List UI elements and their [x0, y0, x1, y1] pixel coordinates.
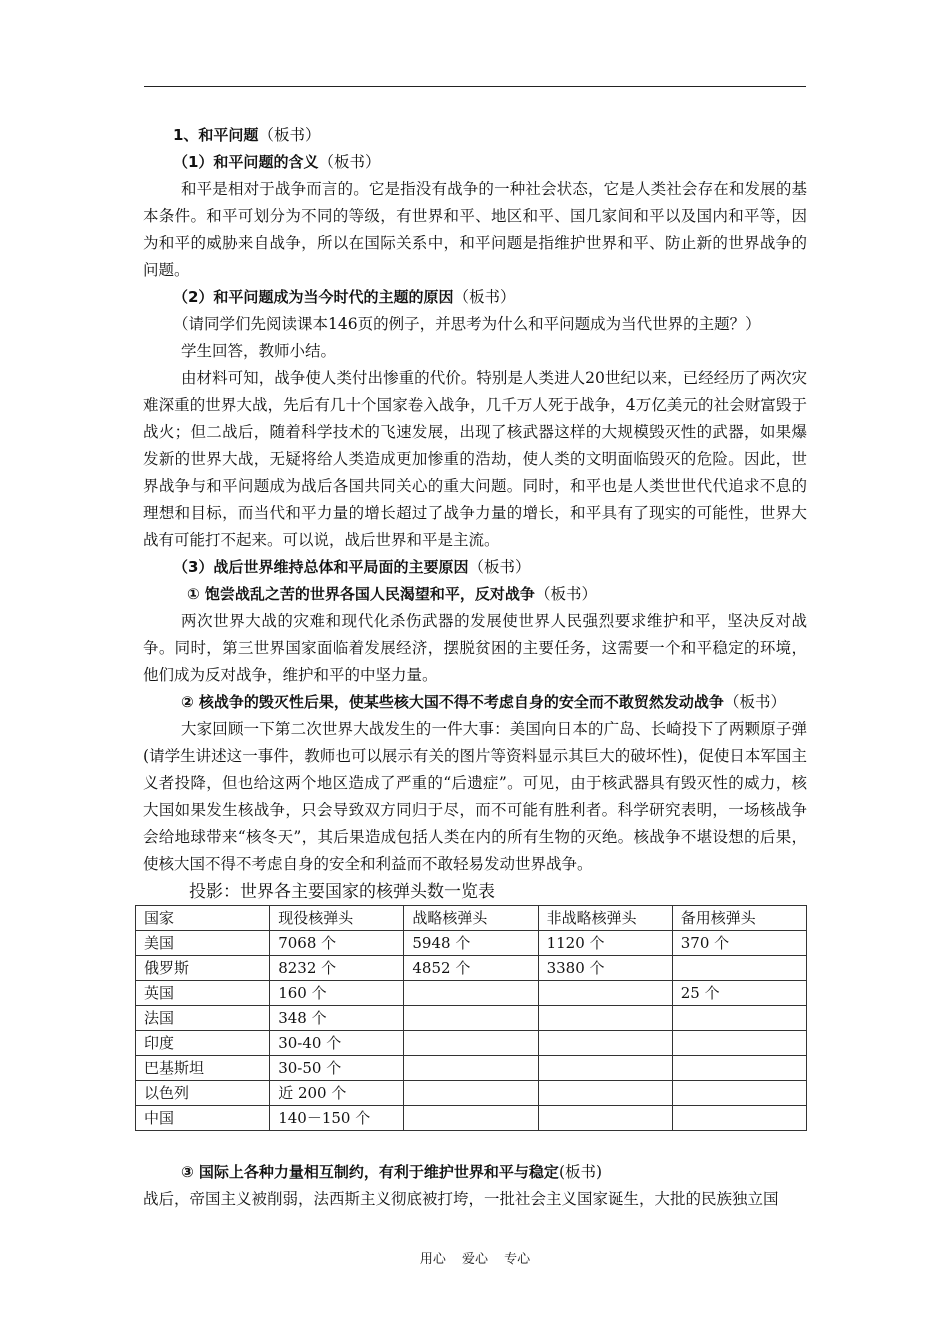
- table-row: [136, 1056, 807, 1081]
- table-cell: [672, 1106, 806, 1131]
- table-cell: [672, 956, 806, 981]
- subheading-2: （2）和平问题成为当今时代的主题的原因（板书）: [173, 288, 516, 306]
- table-cell: 英国: [136, 981, 270, 1006]
- table-cell: 以色列: [136, 1081, 270, 1106]
- table-cell: 25 个: [672, 981, 806, 1006]
- table-cell: 8232 个: [270, 956, 404, 981]
- table-cell: [404, 1006, 538, 1031]
- section-heading: 1、和平问题（板书）: [173, 126, 321, 144]
- table-cell: 法国: [136, 1006, 270, 1031]
- table-row: [136, 956, 807, 981]
- table-cell: [538, 1056, 672, 1081]
- subheading-3: （3）战后世界维持总体和平局面的主要原因（板书）: [173, 558, 531, 576]
- table-cell: 近 200 个: [270, 1081, 404, 1106]
- page-footer: 用心 爱心 专心: [419, 1252, 531, 1267]
- table-row: [136, 1081, 807, 1106]
- table-header-cell: 现役核弹头: [270, 906, 404, 931]
- header-rule: [144, 86, 806, 87]
- table-row: [136, 1031, 807, 1056]
- table-header-cell: 国家: [136, 906, 270, 931]
- table-cell: [538, 1006, 672, 1031]
- table-cell: [404, 1106, 538, 1131]
- table-cell: 印度: [136, 1031, 270, 1056]
- point-3-body: 战后，帝国主义被削弱，法西斯主义彻底被打垮，一批社会主义国家诞生，大批的民族独立国: [143, 1190, 779, 1208]
- table-cell: [404, 1031, 538, 1056]
- table-cell: 巴基斯坦: [136, 1056, 270, 1081]
- table-cell: [404, 1056, 538, 1081]
- table-cell: [538, 1106, 672, 1131]
- table-cell: 30-40 个: [270, 1031, 404, 1056]
- table-cell: 4852 个: [404, 956, 538, 981]
- point-3-heading: ③ 国际上各种力量相互制约，有利于维护世界和平与稳定(板书): [181, 1163, 603, 1181]
- point-2-body: 大家回顾一下第二次世界大战发生的一件大事：美国向日本的广岛、长崎投下了两颗原子弹(请学生讲述这一事件，教师也可以展示有关的图片等资料显示其巨大的破坏性)，促使日本军国主义者投降，但也给这两个地区造成了严重的“后遗症”。可见，由于核武器具有毁灭性的威力，核大国如果发生核战争，只会导致双方同归于尽，而不可能有胜利者。科学研究表明，一场核战争会给地球带来“核冬天”，其后果造成包括人类在内的所有生物的灭绝。核战争不堪设想的后果，使核大国不得不考虑自身的安全和利益而不敢轻易发动世界战争。: [143, 720, 807, 873]
- table-cell: [538, 1081, 672, 1106]
- warhead-table: [135, 905, 807, 1131]
- table-cell: 140－150 个: [270, 1106, 404, 1131]
- table-header-row: [136, 906, 807, 931]
- table-cell: [538, 981, 672, 1006]
- table-cell: [672, 1081, 806, 1106]
- table-row: [136, 981, 807, 1006]
- table-cell: 30-50 个: [270, 1056, 404, 1081]
- table-caption: 投影：世界各主要国家的核弹头数一览表: [189, 882, 495, 902]
- table-cell: 370 个: [672, 931, 806, 956]
- table-header-cell: 非战略核弹头: [538, 906, 672, 931]
- table-cell: [672, 1056, 806, 1081]
- table-cell: 1120 个: [538, 931, 672, 956]
- table-header-cell: 战略核弹头: [404, 906, 538, 931]
- table-cell: 160 个: [270, 981, 404, 1006]
- table-cell: 美国: [136, 931, 270, 956]
- table-cell: [672, 1006, 806, 1031]
- spacer: [143, 1131, 807, 1159]
- table-row: [136, 931, 807, 956]
- student-answer-note: 学生回答，教师小结。: [181, 342, 337, 360]
- paragraph-definition: 和平是相对于战争而言的。它是指没有战争的一种社会状态，它是人类社会存在和发展的基本条件。和平可划分为不同的等级，有世界和平、地区和平、国几家间和平以及国内和平等，因为和平的威胁来自战争，所以在国际关系中，和平问题是指维护世界和平、防止新的世界战争的问题。: [143, 180, 807, 279]
- table-cell: [672, 1031, 806, 1056]
- table-cell: 3380 个: [538, 956, 672, 981]
- table-cell: [404, 1081, 538, 1106]
- table-header-cell: 备用核弹头: [672, 906, 806, 931]
- point-1-body: 两次世界大战的灾难和现代化杀伤武器的发展使世界人民强烈要求维护和平，坚决反对战争。同时，第三世界国家面临着发展经济，摆脱贫困的主要任务，这需要一个和平稳定的环境，他们成为反对战争，维护和平的中坚力量。: [143, 612, 807, 684]
- table-cell: 348 个: [270, 1006, 404, 1031]
- table-row: [136, 1006, 807, 1031]
- table-cell: 5948 个: [404, 931, 538, 956]
- point-1-heading: ① 饱尝战乱之苦的世界各国人民渴望和平，反对战争（板书）: [187, 585, 597, 603]
- subheading-1: （1）和平问题的含义（板书）: [173, 153, 381, 171]
- point-2-heading: ② 核战争的毁灭性后果，使某些核大国不得不考虑自身的安全而不敢贸然发动战争（板书）: [181, 693, 786, 711]
- table-cell: [404, 981, 538, 1006]
- reading-prompt: （请同学们先阅读课本146页的例子，并思考为什么和平问题成为当代世界的主题？）: [173, 315, 761, 333]
- table-cell: [538, 1031, 672, 1056]
- table-row: [136, 1106, 807, 1131]
- paragraph-reasons: 由材料可知，战争使人类付出惨重的代价。特别是人类进人20世纪以来，已经经历了两次灾难深重的世界大战，先后有几十个国家卷入战争，几千万人死于战争，4万亿美元的社会财富毁于战火；但二战后，随着科学技术的飞速发展，出现了核武器这样的大规模毁灭性的武器，如果爆发新的世界大战，无疑将给人类造成更加惨重的浩劫，使人类的文明面临毁灭的危险。因此，世界战争与和平问题成为战后各国共同关心的重大问题。同时，和平也是人类世世代代追求不息的理想和目标，而当代和平力量的增长超过了战争力量的增长，和平具有了现实的可能性，世界大战有可能打不起来。可以说，战后世界和平是主流。: [143, 369, 807, 549]
- table-cell: 7068 个: [270, 931, 404, 956]
- table-cell: 中国: [136, 1106, 270, 1131]
- table-cell: 俄罗斯: [136, 956, 270, 981]
- document-body: [143, 122, 807, 1213]
